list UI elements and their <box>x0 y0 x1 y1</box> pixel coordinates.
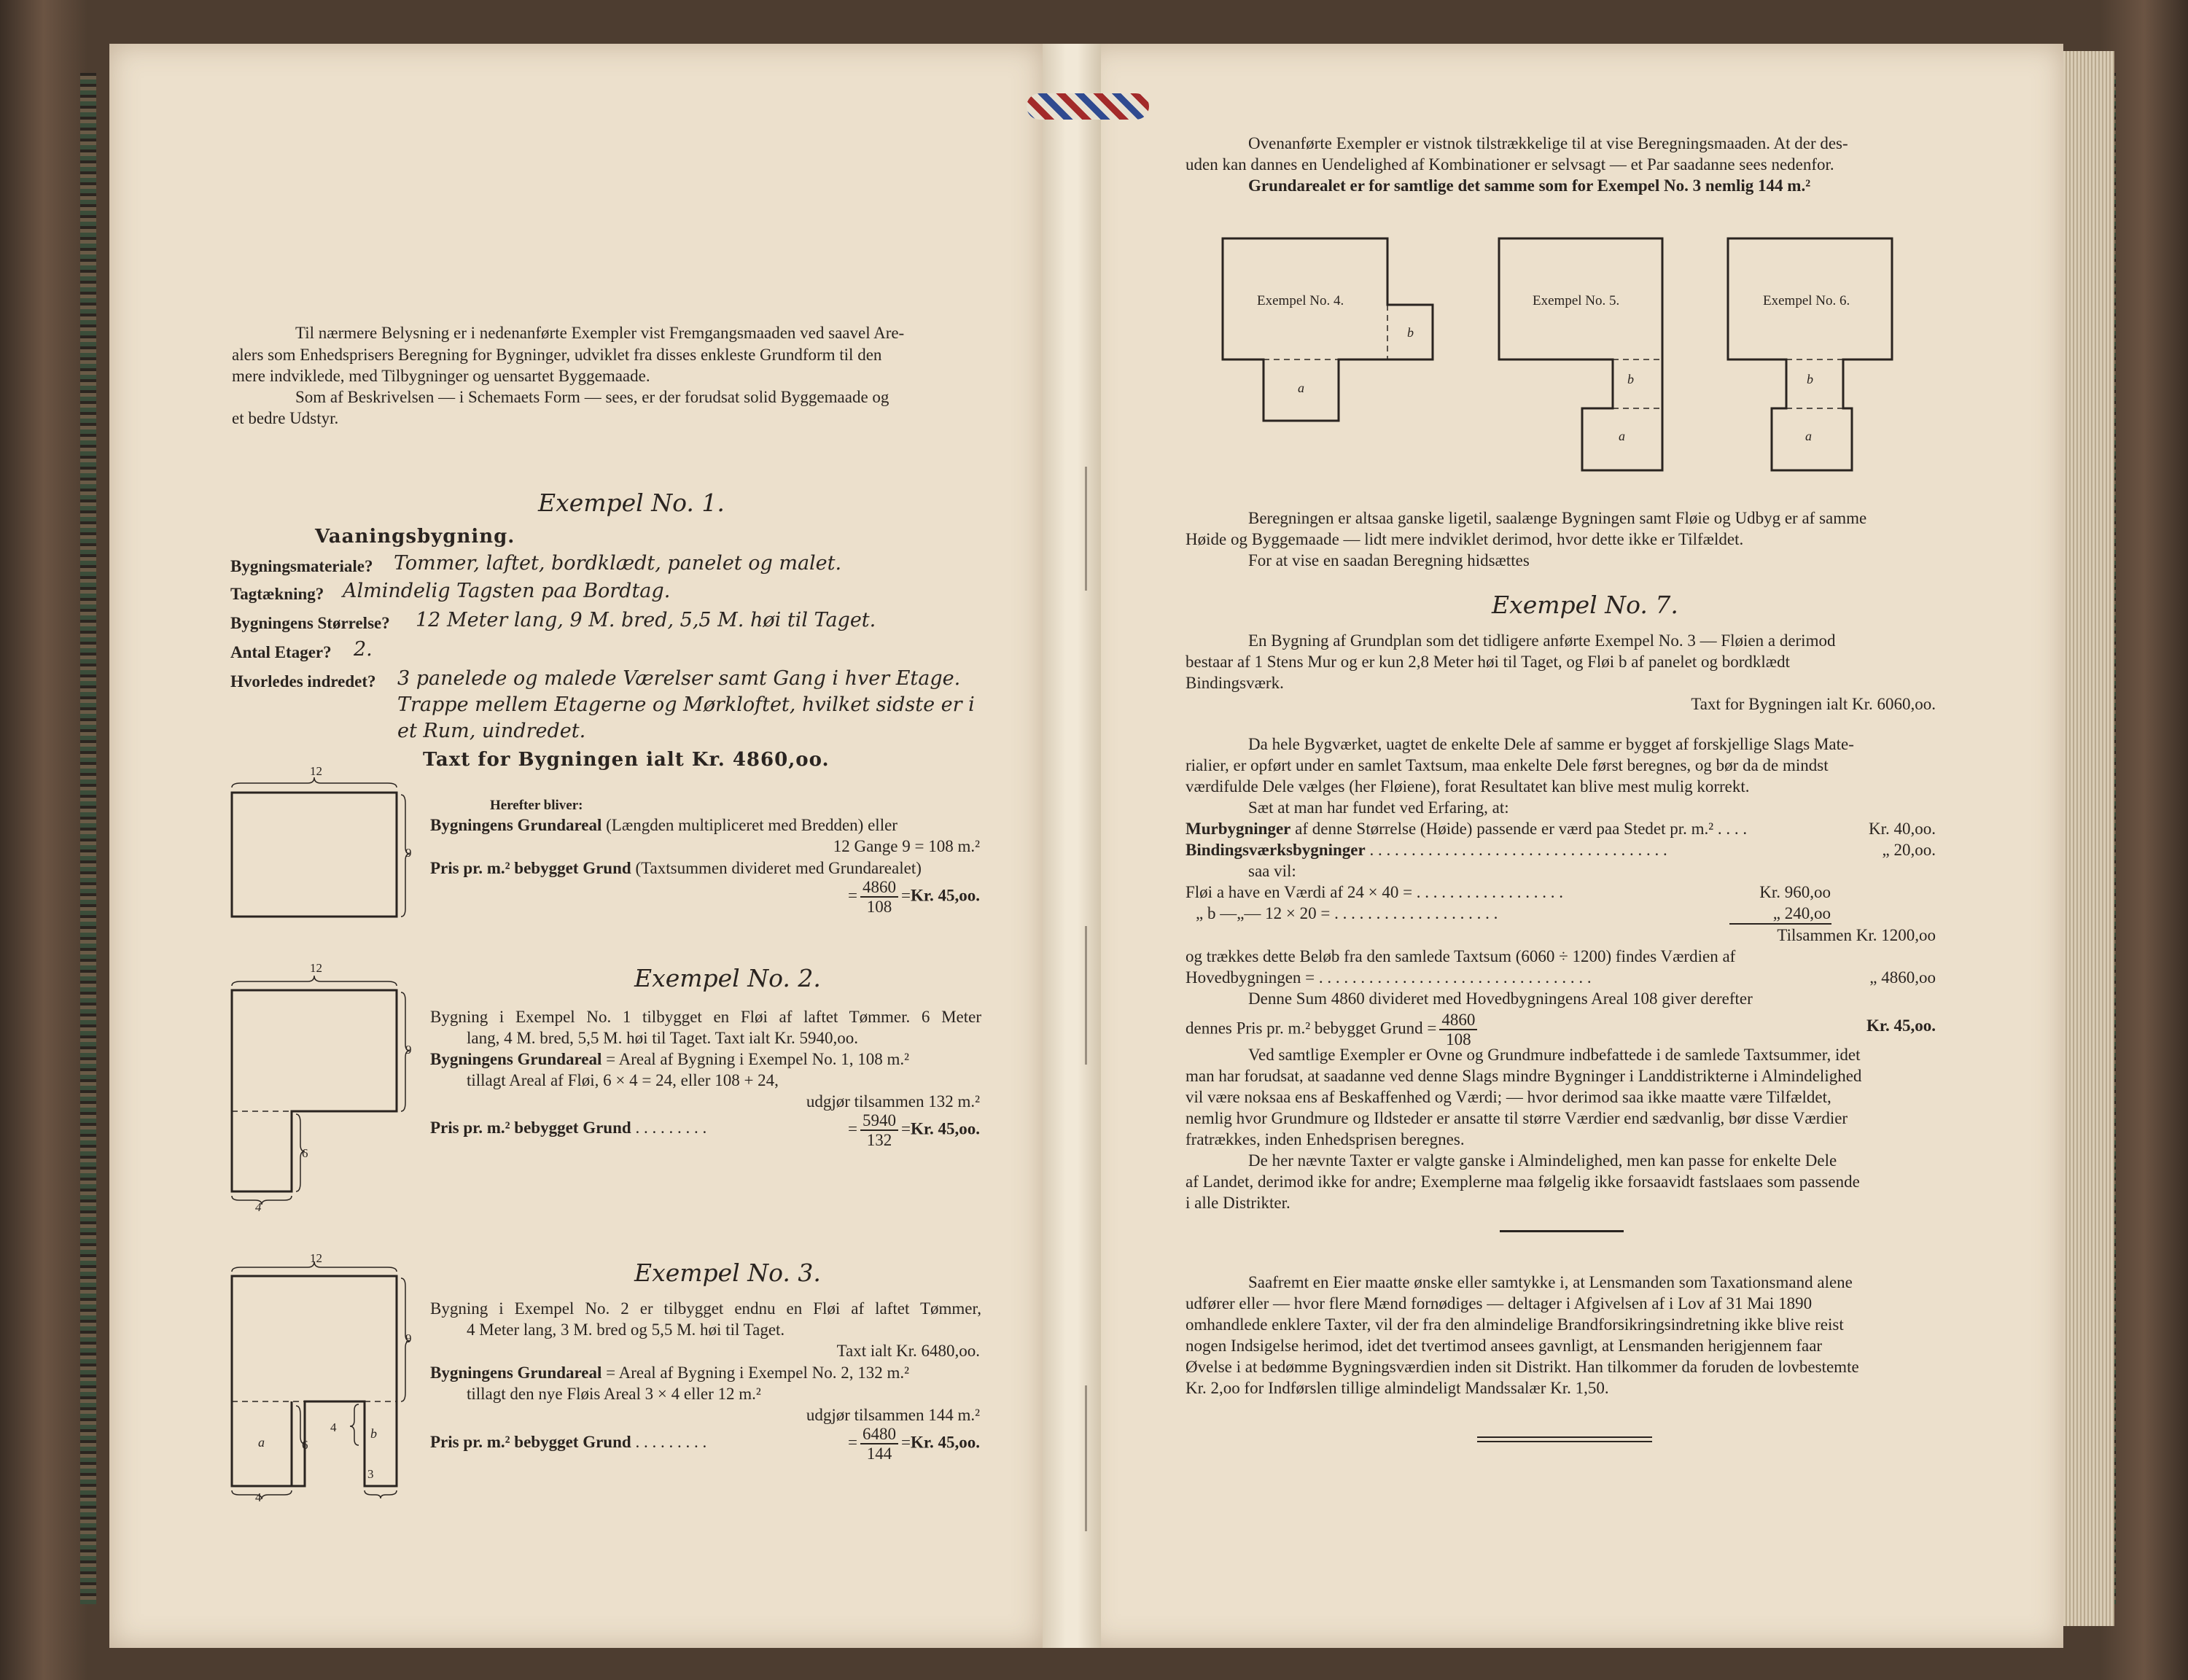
ex1-heading: Exempel No. 1. <box>538 489 725 517</box>
right-intro-line: uden kan dannes en Uendelighed af Kombinationer er selvsagt — et Par saadanne sees nedenfor. <box>1186 155 1834 174</box>
ex7-para: værdifulde Dele vælges (her Fløiene), forat Resultatet kan blive mest mulig korrekt. <box>1186 777 1750 796</box>
ex3-add-text: tillagt den nye Fløis Areal 3 × 4 eller 12 m.² <box>467 1385 761 1403</box>
ex3-text: Bygning i Exempel No. 2 er tilbygget endnu en Fløi af laftet Tømmer, <box>430 1299 981 1318</box>
ex3-total: udgjør tilsammen 144 m.² <box>806 1406 980 1424</box>
dennes-text: dennes Pris pr. m.² bebygget Grund = <box>1186 1019 1437 1038</box>
ex1-dim-top: 12 <box>310 764 322 778</box>
intro-line: et bedre Udstyr. <box>232 409 339 427</box>
ex1-area-text: (Længden multipliceret med Bredden) eller <box>606 816 898 834</box>
ex1-price-text: (Taxtsummen divideret med Grundarealet) <box>635 859 922 877</box>
ex2-price-label: Pris pr. m.² bebygget Grund <box>430 1119 631 1137</box>
ex1-label-roof: Tagtækning? <box>230 585 324 603</box>
ex6-b: b <box>1807 372 1813 386</box>
final-line: Kr. 2,oo for Indførslen tillige almindeligt Mandssalær Kr. 1,50. <box>1186 1379 1609 1397</box>
ex1-taxt: Taxt for Bygningen ialt Kr. 4860,oo. <box>423 749 830 771</box>
ex1-floor-plan <box>219 766 416 926</box>
mur-value: Kr. 40,oo. <box>1869 820 1936 838</box>
bind-dots: . . . . . . . . . . . . . . . . . . . . . . . . . . . . . . . . . . . . <box>1369 841 1667 859</box>
ex1-frac-bot: 108 <box>866 898 892 916</box>
ex4-6-floor-plans <box>1181 230 1954 478</box>
ex3-label-b: b <box>370 1426 377 1441</box>
ex4-b: b <box>1407 325 1414 340</box>
ex1-label-floors: Antal Etager? <box>230 643 332 661</box>
ex2-add-text: tillagt Areal af Fløi, 6 × 4 = 24, eller 108 + 24, <box>467 1071 779 1089</box>
ex3-frac-top: 6480 <box>860 1425 898 1444</box>
final-line: Saafremt en Eier maatte ønske eller samtykke i, at Lensmanden som Taxationsmand alene <box>1248 1273 1853 1291</box>
ex1-value-size: 12 Meter lang, 9 M. bred, 5,5 M. høi til Taget. <box>416 609 876 631</box>
closing-line: i alle Distrikter. <box>1186 1194 1290 1212</box>
ex4-a: a <box>1298 381 1304 395</box>
ex2-text: lang, 4 M. bred, 5,5 M. høi til Taget. Taxt ialt Kr. 5940,oo. <box>467 1029 859 1047</box>
ex1-label-material: Bygningsmateriale? <box>230 557 373 575</box>
ex2-heading: Exempel No. 2. <box>634 964 821 992</box>
grund-text: Grundarealet er for samtlige det samme som for Exempel No. 3 nemlig 144 m.² <box>1248 176 1811 195</box>
mur-text: af denne Størrelse (Høide) passende er værd paa Stedet pr. m.² . . . . <box>1295 820 1748 838</box>
ex2-total: udgjør tilsammen 132 m.² <box>806 1092 980 1111</box>
ex2-dim-top: 12 <box>310 961 322 975</box>
traekkes: og trækkes dette Beløb fra den samlede Taxtsum (6060 ÷ 1200) findes Værdien af <box>1186 947 1736 965</box>
ex1-dim-side: 9 <box>405 846 412 860</box>
ex4-label: Exempel No. 4. <box>1257 293 1344 308</box>
ex3-price-calc: = $\frac{6480}{144}$ =Kr. 45,oo. <box>848 1425 980 1463</box>
hoved: Hovedbygningen = . . . . . . . . . . . . . . . . . . . . . . . . . . . . . . . . . <box>1186 968 1592 987</box>
final-line: omhandlede enklere Taxter, vil der fra den almindelige Brandforsikringsindretning ikke blive reist <box>1186 1315 1844 1334</box>
intro-line: Som af Beskrivelsen — i Schemaets Form — sees, er der forudsat solid Byggemaade og <box>295 388 889 406</box>
floi-a-value: Kr. 960,oo <box>1759 883 1831 901</box>
ex2-dim-wing: 6 <box>302 1146 308 1160</box>
after-plans-line: Høide og Byggemaade — lidt mere indviklet derimod, hvor dette ikke er Tilfældet. <box>1186 530 1744 548</box>
ex3-dim-6: 6 <box>302 1438 308 1452</box>
floi-a: Fløi a have en Værdi af 24 × 40 = . . . . . . . . . . . . . . . . . . <box>1186 883 1564 901</box>
ex7-para: rialier, er opført under en samlet Taxtsum, maa enkelte Dele først beregnes, og bør da de mindst <box>1186 756 1829 774</box>
binding-thread <box>1085 1385 1087 1531</box>
ex3-dim-top: 12 <box>310 1251 322 1265</box>
floi-b: „ b —„— 12 × 20 = . . . . . . . . . . . . . . . . . . . . <box>1196 904 1498 922</box>
page-stack-edge <box>2063 51 2114 1626</box>
closing-line: nemlig hvor Grundmure og Ildsteder er ansatte til større Værdier end sædvanlig, bør disse Værdier <box>1186 1109 1848 1127</box>
ex2-area-label: Bygningens Grundareal <box>430 1050 602 1068</box>
ex1-price-calc: = $\frac{4860}{108}$ =Kr. 45,oo. <box>848 878 980 916</box>
ex7-taxt: Taxt for Bygningen ialt Kr. 6060,oo. <box>1691 695 1936 713</box>
ex7-line: Bindingsværk. <box>1186 674 1284 692</box>
ex3-dim-bottom: 4 <box>255 1490 262 1504</box>
ex1-area-label: Bygningens Grundareal <box>430 816 602 834</box>
ex1-value-material: Tommer, laftet, bordklædt, panelet og malet. <box>394 552 842 575</box>
ex7-line: En Bygning af Grundplan som det tidligere anførte Exempel No. 3 — Fløien a derimod <box>1248 631 1836 650</box>
ex2-frac-bot: 132 <box>866 1131 892 1149</box>
bookmark-ribbon <box>1027 93 1149 120</box>
ex7-frac-top: 4860 <box>1439 1011 1477 1030</box>
ex1-layout-cont: Trappe mellem Etagerne og Mørkloftet, hvilket sidste er i <box>397 693 975 716</box>
right-grund <box>1248 175 1810 196</box>
ex1-label-layout: Hvorledes indredet? <box>230 672 376 691</box>
saa-vil: saa vil: <box>1248 862 1296 880</box>
dennes-line <box>1186 1011 1480 1049</box>
closing-line: fratrækkes, inden Enhedsprisen beregnes. <box>1186 1130 1465 1148</box>
ex5-label: Exempel No. 5. <box>1533 293 1620 308</box>
closing-line: De her nævnte Taxter er valgte ganske i Almindelighed, men kan passe for enkelte Dele <box>1248 1151 1837 1170</box>
end-rule <box>1477 1436 1652 1438</box>
mur-label: Murbygninger <box>1186 820 1291 838</box>
final-line: Øvelse i at bedømme Bygningsværdien inden sit Distrikt. Han tilkommer da foruden de lovbestemte <box>1186 1358 1859 1376</box>
floi-b-value: „ 240,oo <box>1772 904 1831 922</box>
closing-line: vil være noksaa ens af Beskaffenhed og Værdi; — hvor derimod saa ikke maatte være Tilfældet, <box>1186 1088 1831 1106</box>
intro-line: Til nærmere Belysning er i nedenanførte Exempler vist Fremgangsmaaden ved saavel Are- <box>295 324 905 342</box>
ex3-frac-bot: 144 <box>866 1444 892 1463</box>
final-line: nogen Indsigelse herimod, idet det tvertimod ansees gavnligt, at Lensmanden herigjennem faar <box>1186 1337 1823 1355</box>
divider-rule <box>1500 1230 1624 1232</box>
ex3-dim-4: 4 <box>330 1420 337 1434</box>
ex7-line: bestaar af 1 Stens Mur og er kun 2,8 Meter høi til Taget, og Fløi b af panelet og bordklædt <box>1186 653 1790 671</box>
after-plans-line: For at vise en saadan Beregning hidsættes <box>1248 551 1530 569</box>
intro-line: mere indviklede, med Tilbygninger og uensartet Byggemaade. <box>232 367 650 385</box>
ex1-value-roof: Almindelig Tagsten paa Bordtag. <box>343 580 671 602</box>
ex2-dim-bottom: 4 <box>255 1200 262 1214</box>
ex1-value-floors: 2. <box>354 638 373 661</box>
ex3-dim-3: 3 <box>367 1467 374 1481</box>
book-gutter <box>1043 44 1101 1648</box>
ex1-label-size: Bygningens Størrelse? <box>230 614 390 632</box>
ex1-price-label: Pris pr. m.² bebygget Grund <box>430 859 631 877</box>
ex1-layout-cont: et Rum, uindredet. <box>397 720 586 742</box>
ex1-herefter: Herefter bliver: <box>490 798 583 813</box>
intro-line: alers som Enhedsprisers Beregning for Bygninger, udviklet fra disses enkleste Grundform til den <box>232 346 882 364</box>
ex6-a: a <box>1805 429 1812 443</box>
ex3-area-label: Bygningens Grundareal <box>430 1364 602 1382</box>
closing-line: Ved samtlige Exempler er Ovne og Grundmure indbefattede i de samlede Taxtsummer, idet <box>1248 1046 1861 1064</box>
ex3-text: 4 Meter lang, 3 M. bred og 5,5 M. høi til Taget. <box>467 1321 785 1339</box>
ex3-label-a: a <box>258 1435 265 1450</box>
ex3-dim-side: 9 <box>405 1331 412 1345</box>
ex3-result: Kr. 45,oo. <box>911 1433 980 1452</box>
ex2-floor-plan <box>219 962 416 1218</box>
denne: Denne Sum 4860 divideret med Hovedbygningens Areal 108 giver derefter <box>1248 989 1753 1008</box>
ex7-heading: Exempel No. 7. <box>1492 591 1678 619</box>
ex6-label: Exempel No. 6. <box>1763 293 1850 308</box>
final-line: udfører eller — hvor flere Mænd fornødiges — deltager i Afgivelsen af i Lov af 31 Mai 1890 <box>1186 1294 1813 1312</box>
ex1-subheading: Vaaningsbygning. <box>315 526 515 548</box>
ex7-para: Da hele Bygværket, uagtet de enkelte Dele af samme er bygget af forskjellige Slags Mate- <box>1248 735 1854 753</box>
bind-label: Bindingsværksbygninger <box>1186 841 1366 859</box>
binding-thread <box>1085 926 1087 1065</box>
ex1-value-layout: 3 panelede og malede Værelser samt Gang i hver Etage. <box>397 667 961 690</box>
ex1-result: Kr. 45,oo. <box>911 886 980 905</box>
ex7-para: Sæt at man har fundet ved Erfaring, at: <box>1248 798 1509 817</box>
ex2-area-text: = Areal af Bygning i Exempel No. 1, 108 m.² <box>606 1050 910 1068</box>
ex5-a: a <box>1619 429 1625 443</box>
ex7-frac-bot: 108 <box>1446 1030 1471 1049</box>
ex3-area-text: = Areal af Bygning i Exempel No. 2, 132 m.² <box>606 1364 910 1382</box>
ex1-frac-top: 4860 <box>860 878 898 898</box>
ex2-result: Kr. 45,oo. <box>911 1119 980 1138</box>
ex2-frac-top: 5940 <box>860 1111 898 1131</box>
marbled-edge-left <box>80 73 96 1604</box>
ex3-price-label: Pris pr. m.² bebygget Grund <box>430 1433 631 1451</box>
hoved-value: „ 4860,oo <box>1869 968 1936 987</box>
ex2-price-calc: = $\frac{5940}{132}$ =Kr. 45,oo. <box>848 1111 980 1149</box>
ex3-heading: Exempel No. 3. <box>634 1259 821 1287</box>
closing-line: af Landet, derimod ikke for andre; Exemplerne maa følgelig ikke forsaavidt fastslaaes som passende <box>1186 1172 1860 1191</box>
end-rule <box>1477 1441 1652 1442</box>
ex3-taxt: Taxt ialt Kr. 6480,oo. <box>836 1342 980 1360</box>
bind-value: „ 20,oo. <box>1882 841 1936 859</box>
ex7-result: Kr. 45,oo. <box>1866 1016 1936 1035</box>
right-intro-line: Ovenanførte Exempler er vistnok tilstrækkelige til at vise Beregningsmaaden. At der des- <box>1248 134 1848 152</box>
ex1-area-calc: 12 Gange 9 = 108 m.² <box>833 837 980 855</box>
ex3-floor-plan <box>219 1248 416 1511</box>
ex5-b: b <box>1627 372 1634 386</box>
binding-thread <box>1085 467 1087 591</box>
ex2-text: Bygning i Exempel No. 1 tilbygget en Fløi af laftet Tømmer. 6 Meter <box>430 1008 981 1026</box>
tilsammen: Tilsammen Kr. 1200,oo <box>1777 926 1936 944</box>
closing-line: man har forudsat, at saadanne ved denne Slags mindre Bygninger i Landdistrikterne i Almindelighed <box>1186 1067 1862 1085</box>
ex2-dim-side: 9 <box>405 1043 412 1057</box>
after-plans-line: Beregningen er altsaa ganske ligetil, saalænge Bygningen samt Fløie og Udbyg er af samme <box>1248 509 1867 527</box>
